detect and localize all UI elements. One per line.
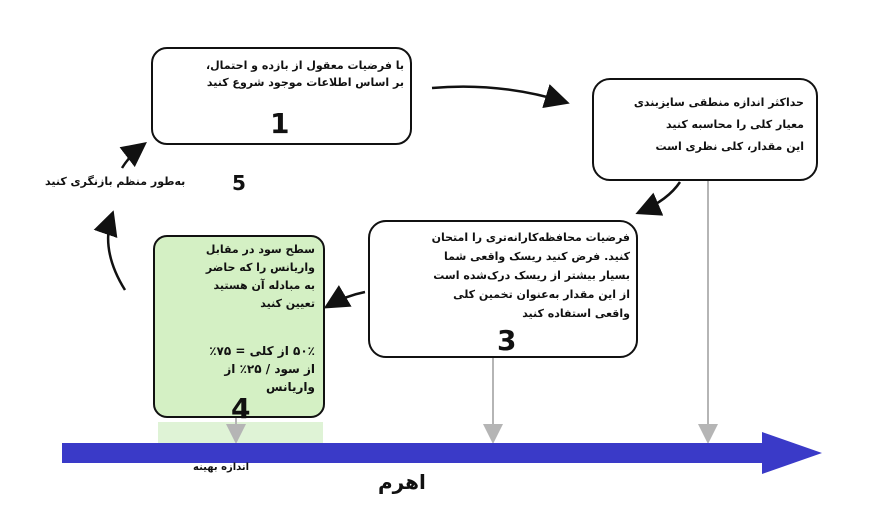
step-2-line: حداکثر اندازه منطقی سایزبندی [633,96,804,109]
optimal-size-label: اندازه بهینه [193,462,250,473]
step-3-line: از این مقدار به‌عنوان تخمین کلی [453,288,630,301]
arrow-3-to-4 [328,292,365,306]
step-4-line: تعیین کنید [260,297,315,310]
step-4-formula [157,342,315,396]
step-5-number: 5 [232,171,246,195]
step-3-line: کنید. فرض کنید ریسک واقعی شما [443,250,630,263]
step-4-box [153,235,325,425]
step-3-number: 3 [497,324,517,357]
step-4-formula-line: واریانس [266,380,315,394]
step-4-line: واریانس را که حاضر [205,261,315,274]
step-4-formula-line: از سود / ۲۵٪ از [224,362,315,376]
step-4-number: 4 [231,392,251,425]
step-1-number: 1 [270,107,290,140]
step-3-line: بسیار بیشتر از ریسک درک‌شده است [433,269,630,282]
step-2-text [594,92,804,158]
step-1-box [151,47,412,145]
step-2-line: معیار کلی را محاسبه کنید [666,118,804,131]
step-5-text: به‌طور منظم بازنگری کنید [45,175,186,188]
step-2-line: این مقدار، کلی نظری است [655,140,804,153]
step-4-line: به مبادله آن هستید [213,279,315,292]
step-1-line: بر اساس اطلاعات موجود شروع کنید [206,76,404,89]
step-4-text [157,241,315,313]
step-2-box [592,78,818,181]
step-3-line: فرضیات محافظه‌کارانه‌تری را امتحان [431,231,630,244]
arrow-4-to-5 [108,215,125,290]
step-1-text [154,57,404,91]
step-3-line: واقعی استفاده کنید [522,307,630,320]
step-4-formula-line: ۵۰٪ از کلی = ۷۵٪ [209,344,315,358]
arrow-1-to-2 [432,87,565,102]
step-3-box [368,220,638,358]
arrow-5-to-1 [122,145,143,168]
step-4-line: سطح سود در مقابل [205,243,315,256]
step-3-text [370,228,630,323]
step-1-line: با فرضیات معقول از بازده و احتمال، [205,59,404,72]
leverage-axis-label: اهرم [378,470,426,494]
arrow-2-to-3 [640,182,680,212]
